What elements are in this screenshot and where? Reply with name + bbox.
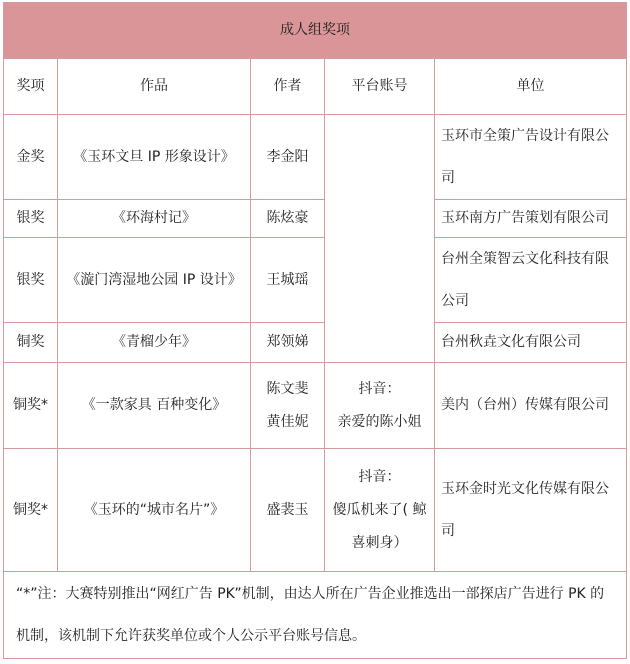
header-unit: 单位 <box>435 59 627 115</box>
author-line: 陈文斐 <box>266 380 309 397</box>
unit-cell: 美内（台州）传媒有限公司 <box>435 363 627 449</box>
award-cell: 铜奖 <box>4 323 58 363</box>
author-cell: 李金阳 <box>251 115 325 200</box>
table-row <box>4 238 627 323</box>
awards-table <box>3 2 627 659</box>
platform-line: 喜刺身） <box>351 534 408 551</box>
platform-cell-empty <box>325 115 435 363</box>
note-row <box>4 572 627 659</box>
table-row <box>4 363 627 449</box>
platform-line: 亲爱的陈小姐 <box>337 413 422 430</box>
unit-cell: 台州全策智云文化科技有限公司 <box>435 238 627 323</box>
title-row <box>4 3 627 59</box>
author-cell: 盛裴玉 <box>251 449 325 572</box>
award-cell: 银奖 <box>4 238 58 323</box>
unit-cell: 玉环南方广告策划有限公司 <box>435 200 627 238</box>
author-cell: 郑领娣 <box>251 323 325 363</box>
work-cell: 《玉环文旦 IP 形象设计》 <box>58 115 251 200</box>
author-cell: 陈炫豪 <box>251 200 325 238</box>
work-cell: 《玉环的“城市名片”》 <box>58 449 251 572</box>
platform-line: 抖音： <box>358 468 401 485</box>
award-cell: 金奖 <box>4 115 58 200</box>
table-row <box>4 200 627 238</box>
unit-cell: 台州秋垚文化有限公司 <box>435 323 627 363</box>
platform-line: 傻瓜机来了( 鲸 <box>332 501 427 518</box>
author-cell <box>251 363 325 449</box>
platform-line: 抖音： <box>358 380 401 397</box>
table-row <box>4 115 627 200</box>
work-cell: 《漩门湾湿地公园 IP 设计》 <box>58 238 251 323</box>
platform-cell <box>325 449 435 572</box>
footnote: “*”注：大赛特别推出“网红广告 PK”机制，由达人所在广告企业推选出一部探店广告进行 PK 的机制，该机制下允许获奖单位或个人公示平台账号信息。 <box>4 572 627 659</box>
award-cell: 银奖 <box>4 200 58 238</box>
header-platform: 平台账号 <box>325 59 435 115</box>
author-cell: 王城瑶 <box>251 238 325 323</box>
author-line: 黄佳妮 <box>266 413 309 430</box>
award-cell: 铜奖* <box>4 363 58 449</box>
unit-cell: 玉环市全策广告设计有限公司 <box>435 115 627 200</box>
header-work: 作品 <box>58 59 251 115</box>
table-row <box>4 449 627 572</box>
header-award: 奖项 <box>4 59 58 115</box>
table-row <box>4 323 627 363</box>
header-row <box>4 59 627 115</box>
table-title: 成人组奖项 <box>4 3 627 59</box>
unit-cell: 玉环金时光文化传媒有限公司 <box>435 449 627 572</box>
work-cell: 《一款家具 百种变化》 <box>58 363 251 449</box>
header-author: 作者 <box>251 59 325 115</box>
award-cell: 铜奖* <box>4 449 58 572</box>
work-cell: 《环海村记》 <box>58 200 251 238</box>
work-cell: 《青榴少年》 <box>58 323 251 363</box>
platform-cell <box>325 363 435 449</box>
